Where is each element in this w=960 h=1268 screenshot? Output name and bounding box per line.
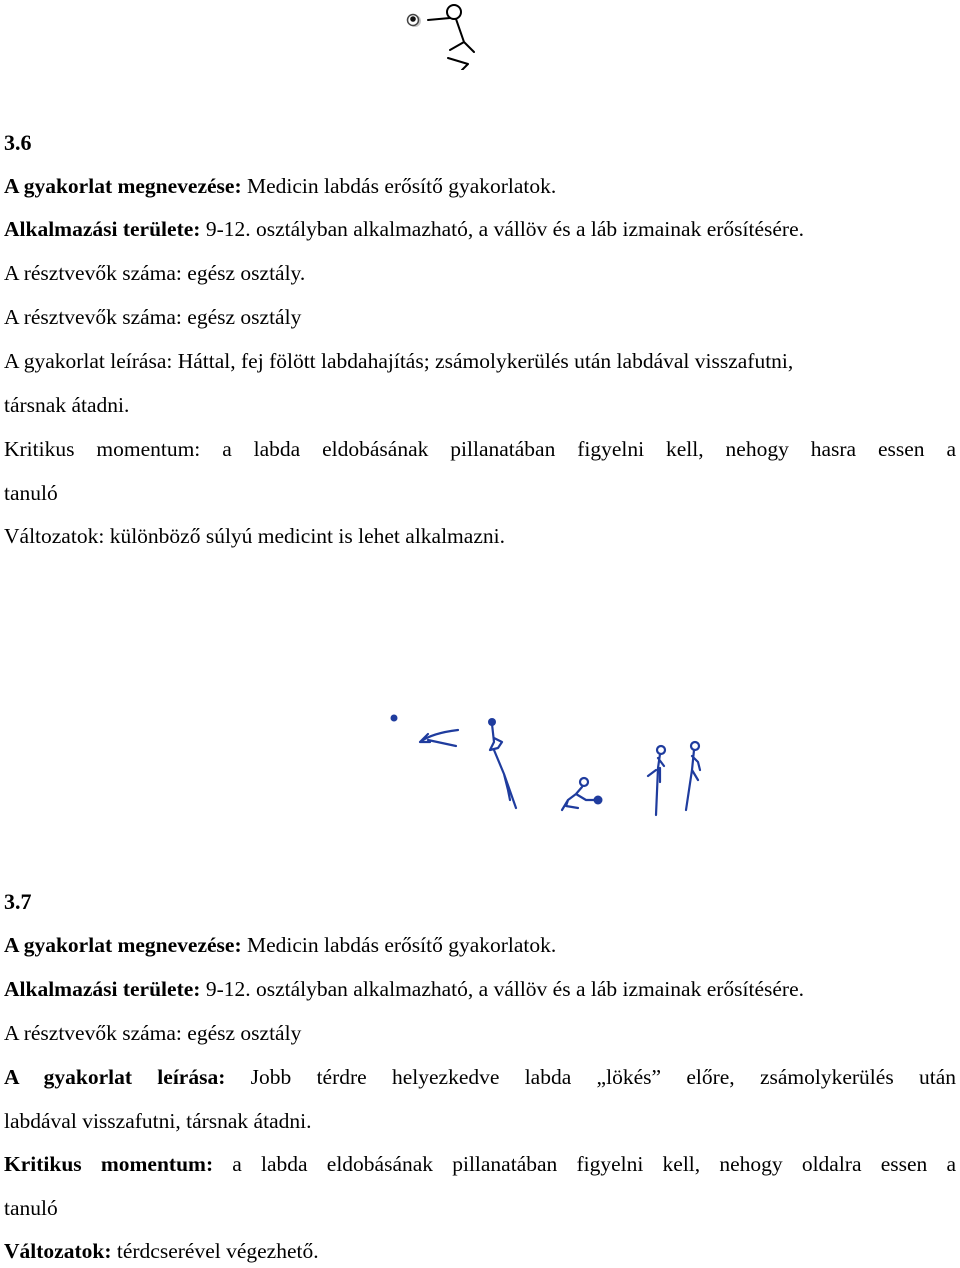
- critical-moment-line-1: [4, 436, 956, 462]
- participants-line-2: [4, 304, 956, 330]
- description-line-2: labdával visszafutni, társnak átadni.: [4, 1109, 312, 1133]
- application-area-line: [4, 216, 956, 242]
- participants-value: egész osztály: [181, 305, 302, 329]
- critical-moment-line-2: tanuló: [4, 481, 58, 505]
- exercise-name-value: Medicin labdás erősítő gyakorlatok.: [241, 933, 557, 957]
- exercise-illustration: [346, 650, 786, 872]
- application-area-value: 9-12. osztályban alkalmazható, a vállöv és a láb izmainak erősítésére.: [200, 977, 804, 1001]
- description-label: A gyakorlat leírása:: [4, 1065, 226, 1089]
- description-line-1: [4, 1064, 956, 1090]
- participants-value: egész osztály: [181, 1021, 302, 1045]
- application-area-line: [4, 976, 956, 1002]
- application-area-label: Alkalmazási területe:: [4, 217, 201, 241]
- variants-value: különböző súlyú medicint is lehet alkalmazni.: [104, 524, 505, 548]
- section-number-3-7: 3.7: [4, 889, 32, 914]
- exercise-name-label: A gyakorlat megnevezése:: [4, 174, 242, 198]
- exercise-name-value: Medicin labdás erősítő gyakorlatok.: [241, 174, 557, 198]
- application-area-value: 9-12. osztályban alkalmazható, a vállöv és a láb izmainak erősítésére.: [200, 217, 804, 241]
- critical-moment-line-1: [4, 1151, 956, 1177]
- description-value: Jobb térdre helyezkedve labda „lökés” előre, zsámolykerülés után: [225, 1065, 956, 1089]
- exercise-name-line: [4, 173, 956, 199]
- application-area-label: Alkalmazási területe:: [4, 977, 201, 1001]
- variants-value: térdcserével végezhető.: [111, 1239, 319, 1263]
- critical-moment-value: a labda eldobásának pillanatában figyelni kell, nehogy hasra essen a: [200, 437, 956, 461]
- variants-line: [4, 523, 956, 549]
- critical-moment-label: Kritikus momentum:: [4, 437, 201, 461]
- participants-label: A résztvevők száma:: [4, 1021, 182, 1045]
- exercise-name-line: [4, 932, 956, 958]
- critical-moment-label: Kritikus momentum:: [4, 1152, 214, 1176]
- section-number-3-6: 3.6: [4, 130, 32, 155]
- variants-line: [4, 1238, 956, 1264]
- participants-label: A résztvevők száma:: [4, 305, 182, 329]
- description-label: A gyakorlat leírása:: [4, 349, 173, 373]
- exercise-name-label: A gyakorlat megnevezése:: [4, 933, 242, 957]
- critical-moment-line-2: tanuló: [4, 1196, 58, 1220]
- participants-line-1: A résztvevők száma: egész osztály.: [4, 261, 306, 285]
- participants-line: [4, 1020, 956, 1046]
- critical-moment-value: a labda eldobásának pillanatában figyelni kell, nehogy oldalra essen a: [213, 1152, 956, 1176]
- variants-label: Változatok:: [4, 524, 105, 548]
- variants-label: Változatok:: [4, 1239, 112, 1263]
- description-line-2: társnak átadni.: [4, 393, 130, 417]
- header-logo: [398, 0, 484, 70]
- description-value: Háttal, fej fölött labdahajítás; zsámolykerülés után labdával visszafutni,: [172, 349, 794, 373]
- description-line-1: [4, 348, 956, 374]
